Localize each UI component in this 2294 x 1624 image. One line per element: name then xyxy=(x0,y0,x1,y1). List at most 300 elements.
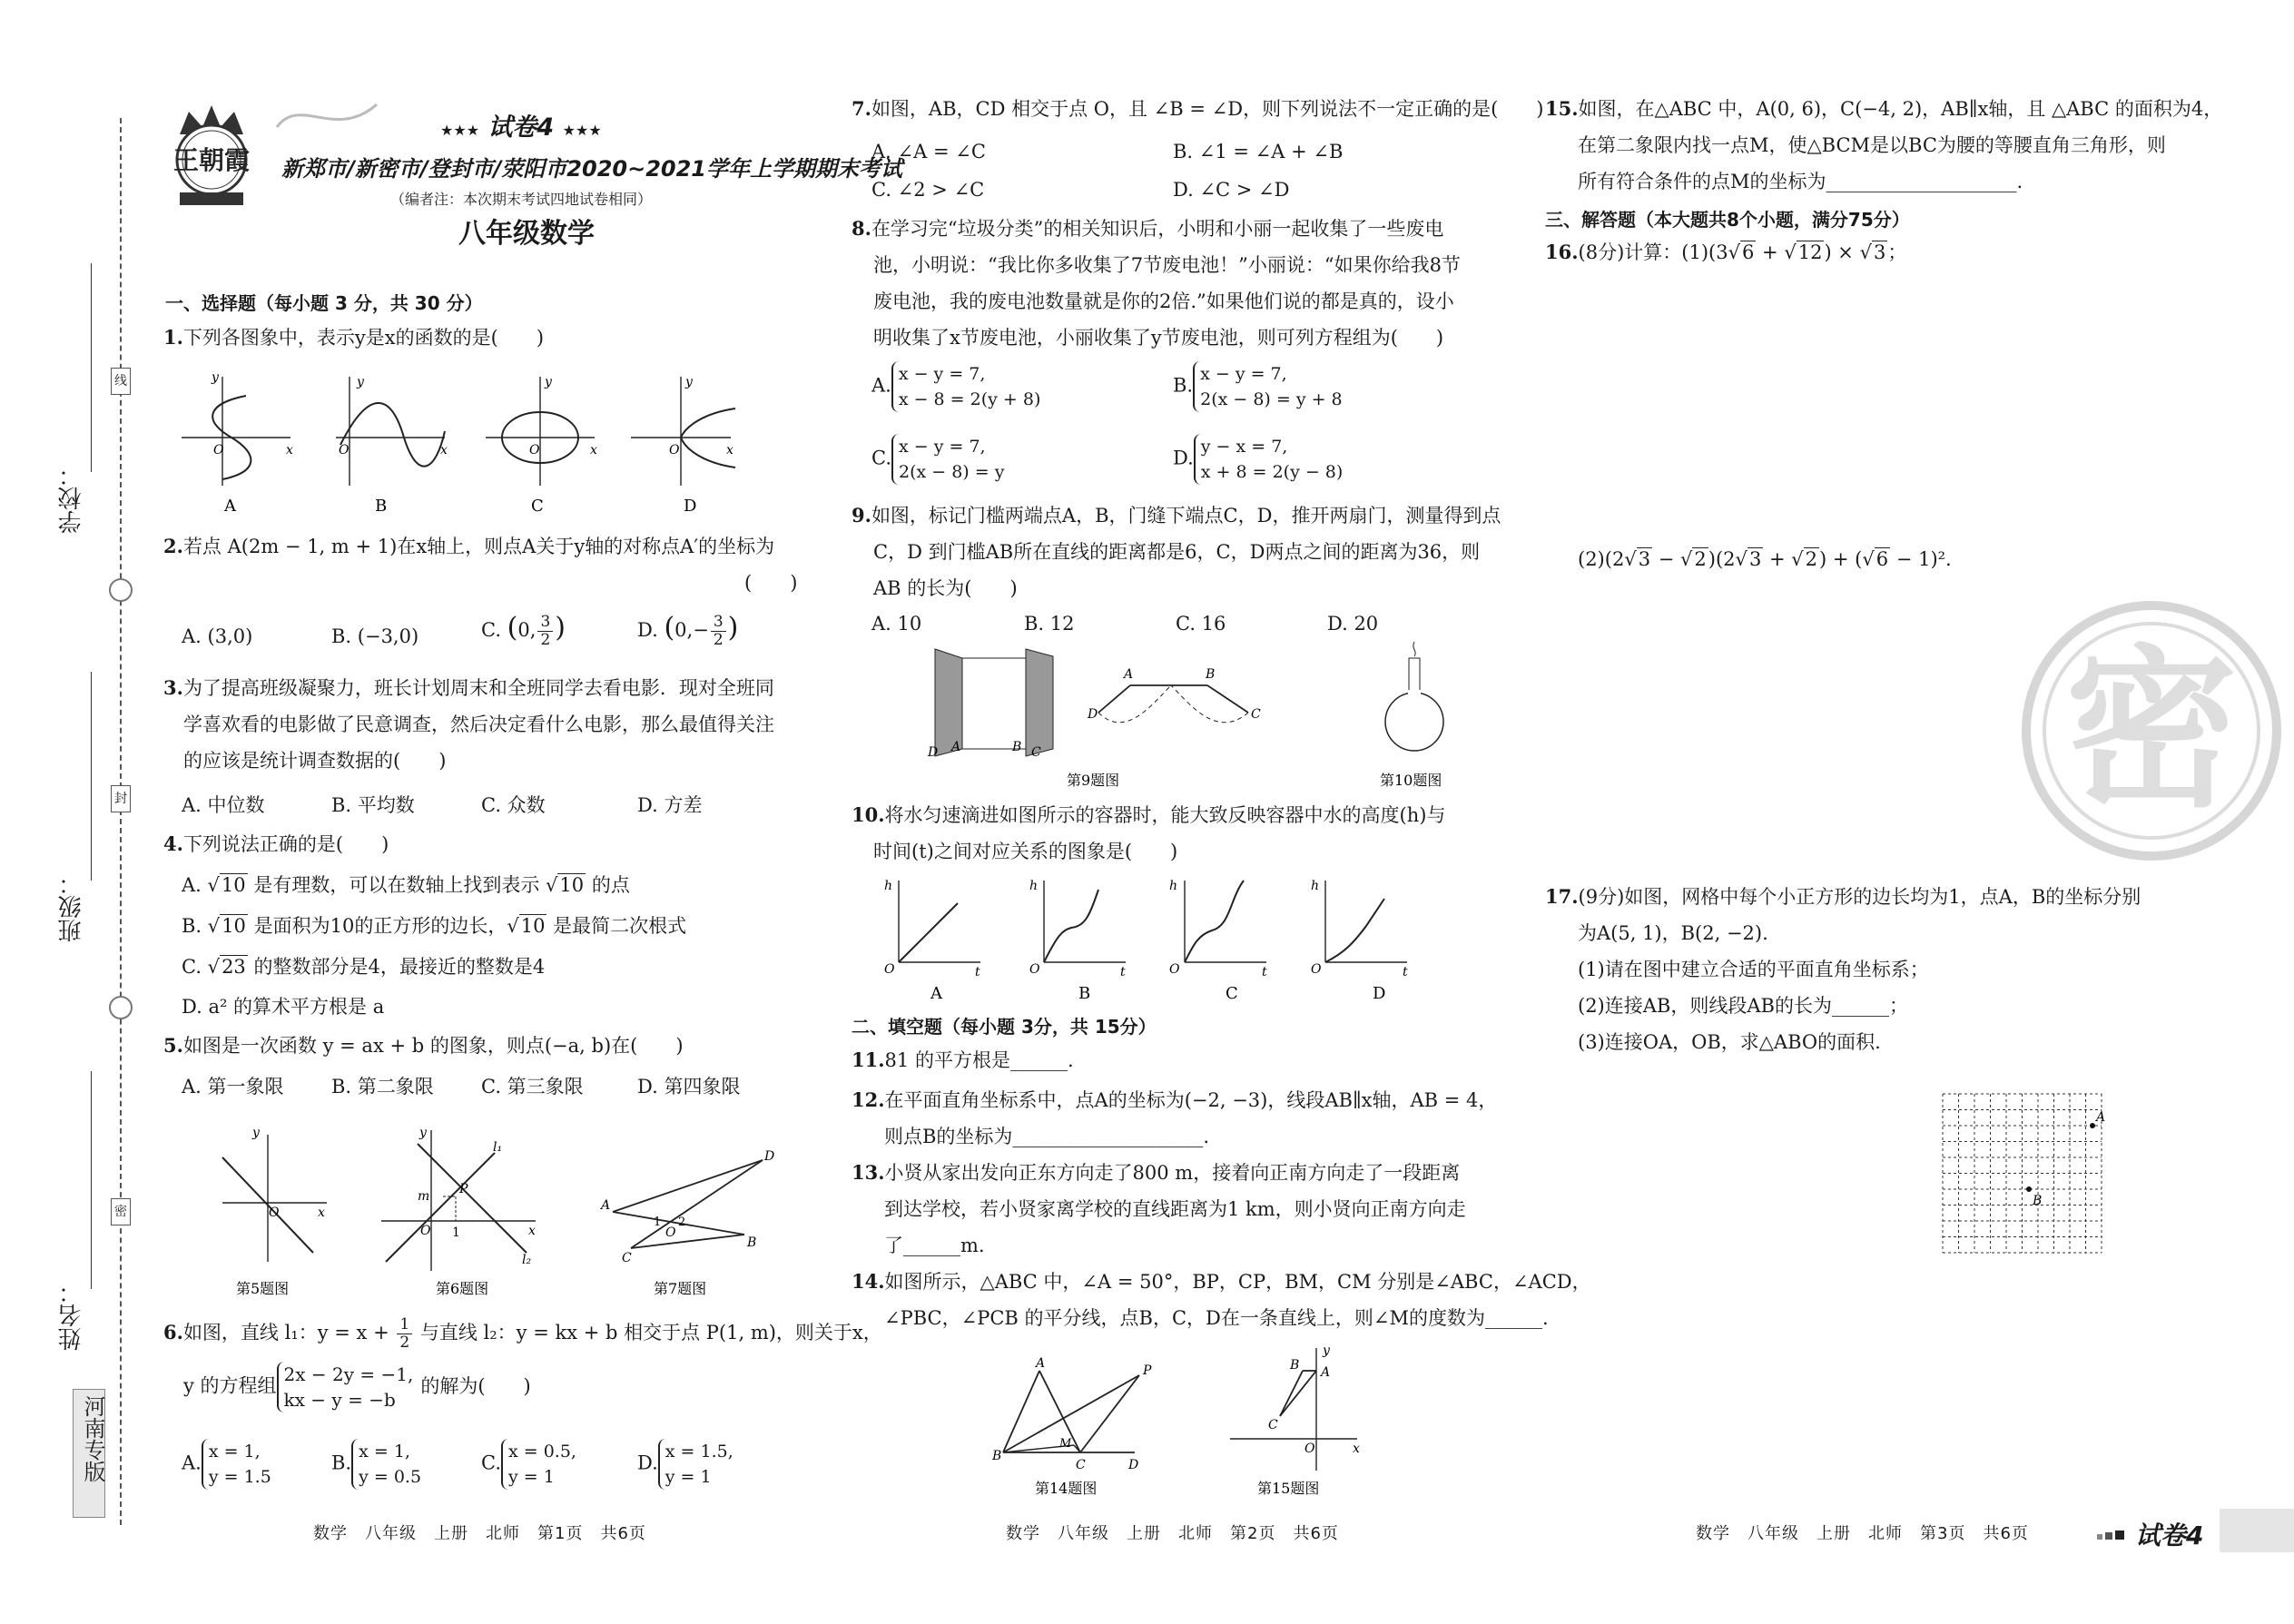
q10-label-A: A xyxy=(930,984,942,1003)
q3-line-3: 的应该是统计调查数据的( ) xyxy=(183,750,447,772)
q1-label-A: A xyxy=(224,497,236,516)
q6-system-brace xyxy=(277,1362,414,1412)
binding-dashed-line xyxy=(120,118,122,1525)
q16-p2-mid-3: + xyxy=(1763,548,1792,570)
q10-label-B: B xyxy=(1078,984,1091,1003)
svg-text:t: t xyxy=(1120,965,1126,979)
q8-D-prefix: D. xyxy=(1173,447,1194,469)
q2-option-D-den: 2 xyxy=(713,631,724,649)
q10 xyxy=(852,797,1445,870)
class-label: 班级： xyxy=(58,871,85,942)
figure-14 xyxy=(991,1356,1152,1472)
q7-option-B: B. ∠1 = ∠A + ∠B xyxy=(1173,141,1344,162)
q6-half-den: 2 xyxy=(399,1334,410,1352)
q17-point-B xyxy=(2026,1186,2032,1192)
q5-number: 5. xyxy=(163,1034,183,1057)
svg-text:B: B xyxy=(1012,740,1022,754)
section-2-title: 二、填空题（每小题 3分，共 15分） xyxy=(852,1016,1157,1038)
q8-option-A xyxy=(871,361,1040,412)
svg-text:O: O xyxy=(339,443,350,458)
q4-B-middle: 是面积为10的正方形的边长， xyxy=(247,915,507,937)
seal-watermark-text: 密 xyxy=(2064,628,2239,831)
q17-line-5: (3)连接OA，OB，求△ABO的面积. xyxy=(1578,1031,1881,1053)
q10-line-2: 时间(t)之间对应关系的图象是( ) xyxy=(873,841,1178,862)
q17-number: 17. xyxy=(1545,885,1579,908)
q2-option-D-value: 0,− xyxy=(674,619,709,641)
q4-A-radicand-2: 10 xyxy=(559,874,585,896)
q6-A-eq1: x = 1, xyxy=(208,1442,261,1462)
q2-option-C-num: 3 xyxy=(537,614,553,632)
fig7-caption: 第7题图 xyxy=(654,1280,707,1297)
q6 xyxy=(163,1314,882,1352)
q16-p2-rad-5: 6 xyxy=(1876,548,1889,570)
q4-B-end: 是最简二次根式 xyxy=(546,915,687,937)
name-underline xyxy=(91,1071,92,1289)
q8-option-B xyxy=(1173,361,1343,412)
q8-C-prefix: C. xyxy=(871,447,891,469)
fig14-caption: 第14题图 xyxy=(1035,1480,1098,1497)
q10-line-1: 将水匀速滴进如图所示的容器时，能大致反映容器中水的高度(h)与 xyxy=(884,804,1446,826)
q16-part2: (2)(2√3 − √2)(2√3 + √2) + (√6 − 1)². xyxy=(1578,548,1952,570)
q5-text: 如图是一次函数 y = ax + b 的图象，则点(−a, b)在( ) xyxy=(182,1035,684,1057)
q1-graph-B xyxy=(336,375,448,486)
q1-label-C: C xyxy=(531,497,544,516)
page2-footer: 数学 八年级 上册 北师 第2页 共6页 xyxy=(1006,1524,1339,1543)
svg-text:t: t xyxy=(975,965,980,979)
q17-line-4: (2)连接AB，则线段AB的长为______； xyxy=(1578,995,1908,1017)
svg-text:D: D xyxy=(928,745,939,760)
school-underline xyxy=(91,263,92,472)
q6-system-post: 的解为( ) xyxy=(420,1374,531,1397)
svg-text:B: B xyxy=(1206,667,1216,682)
q8-line-3: 废电池，我的废电池数量就是你的2倍.”如果他们说的都是真的，设小 xyxy=(873,290,1454,312)
q11 xyxy=(852,1042,1074,1078)
seal-watermark xyxy=(2020,599,2283,862)
province-text: 河南专版 xyxy=(80,1395,105,1482)
q1 xyxy=(163,320,544,356)
q14-number: 14. xyxy=(852,1270,885,1293)
svg-text:x: x xyxy=(286,443,293,458)
q2-number: 2. xyxy=(163,535,183,557)
q5-option-C: C. 第三象限 xyxy=(481,1076,584,1097)
svg-text:y: y xyxy=(1323,1343,1330,1358)
q16-rad-1: 6 xyxy=(1741,241,1755,263)
svg-text:1: 1 xyxy=(452,1225,460,1240)
exam-title: 新郑市/新密市/登封市/荥阳市2020~2021学年上学期期末考试 xyxy=(281,156,902,182)
q6-D-prefix: D. xyxy=(637,1452,658,1474)
q8-D-eq1: y − x = 7, xyxy=(1200,437,1288,457)
q6-number: 6. xyxy=(163,1321,183,1343)
q6-D-eq1: x = 1.5, xyxy=(665,1442,733,1462)
fig9-caption: 第9题图 xyxy=(1067,772,1120,789)
svg-text:A: A xyxy=(951,740,961,754)
q6-half-num: 1 xyxy=(397,1316,412,1334)
q4-B-prefix: B. xyxy=(182,915,208,937)
q13-number: 13. xyxy=(852,1161,885,1184)
q15-line-1: 如图，在△ABC 中，A(0, 6)，C(−4, 2)，AB∥x轴，且 △ABC 的面积为4， xyxy=(1578,98,2223,120)
q6-text-pre: 如图，直线 l₁：y = x + xyxy=(182,1322,396,1343)
q17-label-B: B xyxy=(2033,1194,2043,1208)
q2 xyxy=(163,528,774,565)
q15-line-2: 在第二象限内找一点M，使△BCM是以BC为腰的等腰直角三角形，则 xyxy=(1578,134,2166,156)
q8-C-eq2: 2(x − 8) = y xyxy=(899,462,1005,482)
q7-text: 如图，AB，CD 相交于点 O，且 ∠B = ∠D，则下列说法不一定正确的是( ) xyxy=(871,98,1544,120)
q17-point-A xyxy=(2090,1123,2095,1128)
q8-D-eq2: x + 8 = 2(y − 8) xyxy=(1200,462,1344,482)
q4-option-D: D. a² 的算术平方根是 a xyxy=(182,996,385,1018)
q2-option-C-value: 0, xyxy=(517,619,537,641)
q6-D-eq2: y = 1 xyxy=(665,1467,712,1487)
school-label: 学校： xyxy=(58,463,85,534)
fig6-caption: 第6题图 xyxy=(436,1280,489,1297)
q2-text: 若点 A(2m − 1, m + 1)在x轴上，则点A关于y轴的对称点A′的坐标为 xyxy=(182,536,775,557)
q1-label-B: B xyxy=(375,497,388,516)
class-underline xyxy=(91,672,92,881)
q2-option-A: A. (3,0) xyxy=(182,625,253,647)
q17-label-A: A xyxy=(2096,1110,2106,1125)
q16-p2-mid-1: − xyxy=(1652,548,1681,570)
q6-text-post: 与直线 l₂：y = kx + b 相交于点 P(1, m)，则关于x， xyxy=(414,1322,882,1343)
q2-option-D: D. (0,− $\frac{3}{2}$ ) xyxy=(637,612,739,649)
q4-C-end: 的整数部分是4，最接近的整数是4 xyxy=(247,956,546,978)
binding-mark-mi: 密 xyxy=(111,1198,131,1225)
q4 xyxy=(163,826,389,862)
q12-line-2: 则点B的坐标为____________________. xyxy=(884,1126,1210,1147)
page3-footer: 数学 八年级 上册 北师 第3页 共6页 xyxy=(1696,1524,2029,1543)
binding-mark-xian: 线 xyxy=(111,368,131,395)
q17-line-2: 为A(5, 1)，B(2, −2). xyxy=(1578,922,1768,944)
q9-option-D: D. 20 xyxy=(1327,613,1379,635)
q7-option-C: C. ∠2 > ∠C xyxy=(871,179,985,201)
q12-number: 12. xyxy=(852,1088,885,1111)
paper-tag xyxy=(440,107,602,143)
q16-mid-2: ) × xyxy=(1824,241,1860,263)
q9-line-3: AB 的长为( ) xyxy=(873,577,1018,599)
svg-text:A: A xyxy=(1036,1356,1046,1371)
q6-system-eq2: kx − y = −b xyxy=(283,1389,396,1411)
q4-A-prefix: A. xyxy=(182,874,208,896)
svg-text:h: h xyxy=(1311,879,1320,893)
q11-number: 11. xyxy=(852,1048,885,1071)
q8-C-eq1: x − y = 7, xyxy=(899,437,986,457)
svg-text:t: t xyxy=(1262,965,1267,979)
q8-B-eq2: 2(x − 8) = y + 8 xyxy=(1200,389,1343,409)
q8-A-eq1: x − y = 7, xyxy=(898,364,986,384)
svg-text:2: 2 xyxy=(678,1216,686,1229)
figure-7 xyxy=(599,1149,774,1265)
svg-text:x: x xyxy=(318,1206,325,1220)
svg-text:y: y xyxy=(212,370,219,385)
q17-line-3: (1)请在图中建立合适的平面直角坐标系； xyxy=(1578,959,1929,980)
q17-grid xyxy=(1934,1085,2115,1266)
svg-text:C: C xyxy=(1251,707,1261,722)
name-label: 姓名： xyxy=(58,1280,85,1351)
q2-option-D-num: 3 xyxy=(711,614,726,632)
q2-option-D-prefix: D. xyxy=(637,619,665,641)
figure-9-diagram xyxy=(1087,667,1261,723)
q16-rad-2: 12 xyxy=(1797,241,1823,263)
q6-B-eq1: x = 1, xyxy=(359,1442,410,1462)
svg-text:x: x xyxy=(726,443,733,458)
q3-line-1: 为了提高班级凝聚力，班长计划周末和全班同学去看电影．现对全班同 xyxy=(182,677,774,699)
q6-system-eq1: 2x − 2y = −1, xyxy=(283,1363,414,1385)
q4-B-radicand-2: 10 xyxy=(520,915,546,937)
q17-line-1: (9分)如图，网格中每个小正方形的边长均为1，点A，B的坐标分别 xyxy=(1578,886,2141,908)
svg-text:B: B xyxy=(1290,1358,1300,1373)
figures-9-10 xyxy=(917,640,1498,794)
q14 xyxy=(852,1264,1591,1336)
svg-text:A: A xyxy=(1124,667,1134,682)
q1-graph-A xyxy=(182,370,293,486)
corner-dots xyxy=(2097,1528,2124,1539)
section-1-title: 一、选择题（每小题 3 分，共 30 分） xyxy=(165,292,483,314)
svg-text:C: C xyxy=(1076,1458,1086,1472)
q13-line-2: 到达学校，若小贤家离学校的直线距离为1 km，则小贤向正南方向走 xyxy=(884,1198,1466,1220)
q9-number: 9. xyxy=(852,504,871,527)
q6-system-pre: y 的方程组 xyxy=(183,1374,277,1397)
svg-text:M: M xyxy=(1059,1437,1072,1451)
q16-mid-1: + xyxy=(1756,241,1785,263)
svg-text:A: A xyxy=(1321,1365,1331,1380)
svg-text:O: O xyxy=(1305,1442,1315,1456)
q5-option-B: B. 第二象限 xyxy=(331,1076,434,1097)
section-3-title: 三、解答题（本大题共8个小题，满分75分） xyxy=(1545,209,1910,231)
svg-text:t: t xyxy=(1403,965,1408,979)
q6-option-B xyxy=(331,1439,421,1490)
q6-option-A xyxy=(182,1439,271,1490)
q8 xyxy=(852,211,1461,356)
q10-number: 10. xyxy=(852,803,885,826)
q7 xyxy=(852,91,1543,127)
q3-number: 3. xyxy=(163,676,183,699)
q7-option-D: D. ∠C > ∠D xyxy=(1173,179,1290,201)
q8-line-2: 池，小明说：“我比你多收集了7节废电池！”小丽说：“如果你给我8节 xyxy=(873,254,1461,276)
q4-text: 下列说法正确的是( ) xyxy=(182,833,389,855)
svg-text:l₁: l₁ xyxy=(493,1140,503,1155)
q9-option-B: B. 12 xyxy=(1024,613,1075,635)
q6-B-prefix: B. xyxy=(331,1452,352,1474)
svg-text:x: x xyxy=(1353,1442,1360,1456)
q4-A-radicand: 10 xyxy=(221,874,246,896)
svg-text:l₂: l₂ xyxy=(522,1253,532,1267)
q1-number: 1. xyxy=(163,326,183,349)
brand-logo-text: 王朝霞 xyxy=(172,145,251,175)
q9 xyxy=(852,497,1501,606)
q8-A-prefix: A. xyxy=(871,374,891,397)
q8-B-prefix: B. xyxy=(1173,374,1194,397)
q3-line-2: 学喜欢看的电影做了民意调查，然后决定看什么电影，那么最值得关注 xyxy=(183,714,774,735)
q6-C-eq2: y = 1 xyxy=(508,1467,555,1487)
q6-B-eq2: y = 0.5 xyxy=(359,1467,422,1487)
q8-number: 8. xyxy=(852,217,871,240)
q17 xyxy=(1545,879,2141,1060)
q10-graphs xyxy=(871,871,1489,1008)
corner-tab xyxy=(2220,1509,2294,1552)
svg-text:O: O xyxy=(420,1224,431,1238)
q14-line-2: ∠PBC，∠PCB 的平分线，点B，C，D在一条直线上，则∠M的度数为______. xyxy=(884,1307,1549,1329)
q6-C-eq1: x = 0.5, xyxy=(508,1442,576,1462)
q12 xyxy=(852,1082,1497,1155)
svg-text:P: P xyxy=(1143,1363,1152,1378)
q3 xyxy=(163,670,774,779)
q3-option-A: A. 中位数 xyxy=(182,794,265,816)
fig10-caption: 第10题图 xyxy=(1380,772,1442,789)
q1-graph-D xyxy=(631,375,735,486)
svg-text:C: C xyxy=(1268,1418,1278,1432)
figures-5-6-7 xyxy=(209,1126,790,1298)
figure-10-flask xyxy=(1385,642,1443,751)
q15-line-3: 所有符合条件的点M的坐标为____________________. xyxy=(1578,171,2023,192)
binding-mark-feng: 封 xyxy=(111,785,131,812)
fig15-caption: 第15题图 xyxy=(1257,1480,1320,1497)
brand-logo xyxy=(162,98,261,209)
binding-hole-2 xyxy=(109,996,133,1019)
q10-graph-A xyxy=(884,879,980,979)
figures-14-15 xyxy=(985,1343,1384,1498)
q8-option-C xyxy=(871,434,1004,485)
subject-title: 八年级数学 xyxy=(458,218,595,250)
q2-option-C-den: 2 xyxy=(540,631,551,649)
q4-A-middle: 是有理数，可以在数轴上找到表示 xyxy=(247,874,546,896)
svg-text:C: C xyxy=(1031,745,1041,760)
svg-text:A: A xyxy=(601,1198,611,1213)
svg-text:O: O xyxy=(884,962,895,977)
svg-text:O: O xyxy=(529,443,540,458)
q16-p2-rad-2: 2 xyxy=(1694,548,1707,570)
q4-C-radicand: 23 xyxy=(222,956,246,978)
q1-text: 下列各图象中，表示y是x的函数的是( ) xyxy=(182,327,545,349)
svg-text:y: y xyxy=(419,1126,427,1140)
svg-text:O: O xyxy=(665,1225,676,1240)
svg-text:h: h xyxy=(884,879,893,893)
q16-p2-rad-1: 3 xyxy=(1638,548,1651,570)
q3-option-D: D. 方差 xyxy=(637,794,703,816)
svg-text:h: h xyxy=(1169,879,1178,893)
q9-line-2: C，D 到门槛AB所在直线的距离都是6，C，D两点之间的距离为36，则 xyxy=(873,541,1481,563)
q13 xyxy=(852,1155,1466,1264)
svg-text:O: O xyxy=(269,1206,280,1220)
q8-A-eq2: x − 8 = 2(y + 8) xyxy=(898,389,1041,409)
svg-text:B: B xyxy=(747,1235,757,1250)
q4-B-radicand: 10 xyxy=(222,915,246,937)
q16-p2-rad-3: 3 xyxy=(1748,548,1762,570)
q8-line-4: 明收集了x节废电池，小丽收集了y节废电池，则可列方程组为( ) xyxy=(873,327,1444,349)
q6-C-prefix: C. xyxy=(481,1452,501,1474)
q6-option-C xyxy=(481,1439,576,1490)
q9-option-C: C. 16 xyxy=(1176,613,1226,635)
q4-option-C: C. √23 的整数部分是4，最接近的整数是4 xyxy=(182,956,546,978)
svg-text:O: O xyxy=(213,443,224,458)
svg-text:O: O xyxy=(1311,962,1322,977)
q12-line-1: 在平面直角坐标系中，点A的坐标为(−2, −3)，线段AB∥x轴，AB = 4， xyxy=(884,1089,1498,1111)
q10-graph-D xyxy=(1311,879,1408,979)
svg-text:O: O xyxy=(669,443,680,458)
q16-rad-3: 3 xyxy=(1873,241,1886,263)
q16-p2-rad-4: 2 xyxy=(1805,548,1818,570)
q14-line-1: 如图所示，△ABC 中，∠A = 50°，BP，CP，BM，CM 分别是∠ABC，∠ACD， xyxy=(884,1271,1591,1293)
q16-pre: (8分)计算：(1)(3 xyxy=(1578,241,1728,263)
q6-system-line xyxy=(183,1362,531,1412)
q4-C-prefix: C. xyxy=(182,956,208,978)
q4-A-end: 的点 xyxy=(586,874,630,896)
q7-number: 7. xyxy=(852,97,871,120)
q9-option-A: A. 10 xyxy=(871,613,922,635)
q13-line-1: 小贤从家出发向正东方向走了800 m，接着向正南方向走了一段距离 xyxy=(884,1162,1461,1184)
q10-graph-C xyxy=(1169,879,1267,979)
q16-end: ； xyxy=(1887,241,1907,263)
svg-text:x: x xyxy=(440,443,448,458)
q15 xyxy=(1545,91,2222,200)
q8-B-eq1: x − y = 7, xyxy=(1200,364,1287,384)
q16-p2-mid-2: )(2 xyxy=(1708,548,1736,570)
q8-line-1: 在学习完“垃圾分类”的相关知识后，小明和小丽一起收集了一些废电 xyxy=(871,218,1444,240)
figure-9-door-photo xyxy=(927,649,1053,760)
svg-text:y: y xyxy=(357,375,364,389)
q10-label-C: C xyxy=(1226,984,1238,1003)
figure-5 xyxy=(222,1126,327,1262)
q5-option-A: A. 第一象限 xyxy=(182,1076,284,1097)
q10-label-D: D xyxy=(1373,984,1386,1003)
q5 xyxy=(163,1028,684,1064)
q16-p2-mid-4: ) + ( xyxy=(1819,548,1863,570)
svg-text:y: y xyxy=(685,375,693,389)
figure-15 xyxy=(1230,1343,1360,1471)
q2-option-B: B. (−3,0) xyxy=(331,625,419,647)
q2-option-C: C. (0, $\frac{3}{2}$ ) xyxy=(481,612,566,649)
svg-text:y: y xyxy=(545,375,552,389)
q11-text: 81 的平方根是______. xyxy=(884,1049,1074,1071)
ribbon-decoration xyxy=(272,91,381,145)
q16-number: 16. xyxy=(1545,241,1579,263)
svg-text:O: O xyxy=(1169,962,1180,977)
q6-A-eq2: y = 1.5 xyxy=(208,1467,271,1487)
q4-option-B: B. √10 是面积为10的正方形的边长，√10 是最简二次根式 xyxy=(182,915,687,937)
q16-p2-end: − 1)². xyxy=(1890,548,1952,570)
q4-number: 4. xyxy=(163,832,183,855)
svg-text:P: P xyxy=(459,1182,468,1196)
svg-text:D: D xyxy=(1128,1458,1139,1472)
q7-option-A: A. ∠A = ∠C xyxy=(871,141,986,162)
svg-text:D: D xyxy=(764,1149,775,1164)
q3-option-C: C. 众数 xyxy=(481,794,546,816)
binding-hole-1 xyxy=(109,578,133,602)
q5-option-D: D. 第四象限 xyxy=(637,1076,741,1097)
svg-text:1: 1 xyxy=(654,1216,662,1229)
q13-line-3: 了______m. xyxy=(884,1235,985,1256)
stars-left: ★★★ xyxy=(440,122,480,139)
svg-text:y: y xyxy=(252,1126,260,1140)
svg-text:m: m xyxy=(418,1189,430,1204)
q1-label-D: D xyxy=(684,497,697,516)
q8-option-D xyxy=(1173,434,1343,485)
paper-tag-text: 试卷4 xyxy=(487,113,555,142)
svg-text:B: B xyxy=(992,1449,1002,1463)
q16-part1: 16.(8分)计算：(1)(3√6 + √12) × √3； xyxy=(1545,241,1907,263)
q6-option-D xyxy=(637,1439,733,1490)
figure-6 xyxy=(381,1126,536,1271)
q6-A-prefix: A. xyxy=(182,1452,202,1474)
q2-paren: ( ) xyxy=(744,572,798,594)
stars-right: ★★★ xyxy=(562,122,602,139)
exam-note: （编者注：本次期末考试四地试卷相同） xyxy=(390,191,653,208)
q4-option-A: A. √10 是有理数，可以在数轴上找到表示 √10 的点 xyxy=(182,874,630,896)
svg-text:x: x xyxy=(590,443,597,458)
fig5-caption: 第5题图 xyxy=(236,1280,290,1297)
q2-option-C-prefix: C. xyxy=(481,619,507,641)
svg-text:h: h xyxy=(1029,879,1039,893)
svg-text:C: C xyxy=(622,1251,632,1265)
svg-text:D: D xyxy=(1088,707,1098,722)
